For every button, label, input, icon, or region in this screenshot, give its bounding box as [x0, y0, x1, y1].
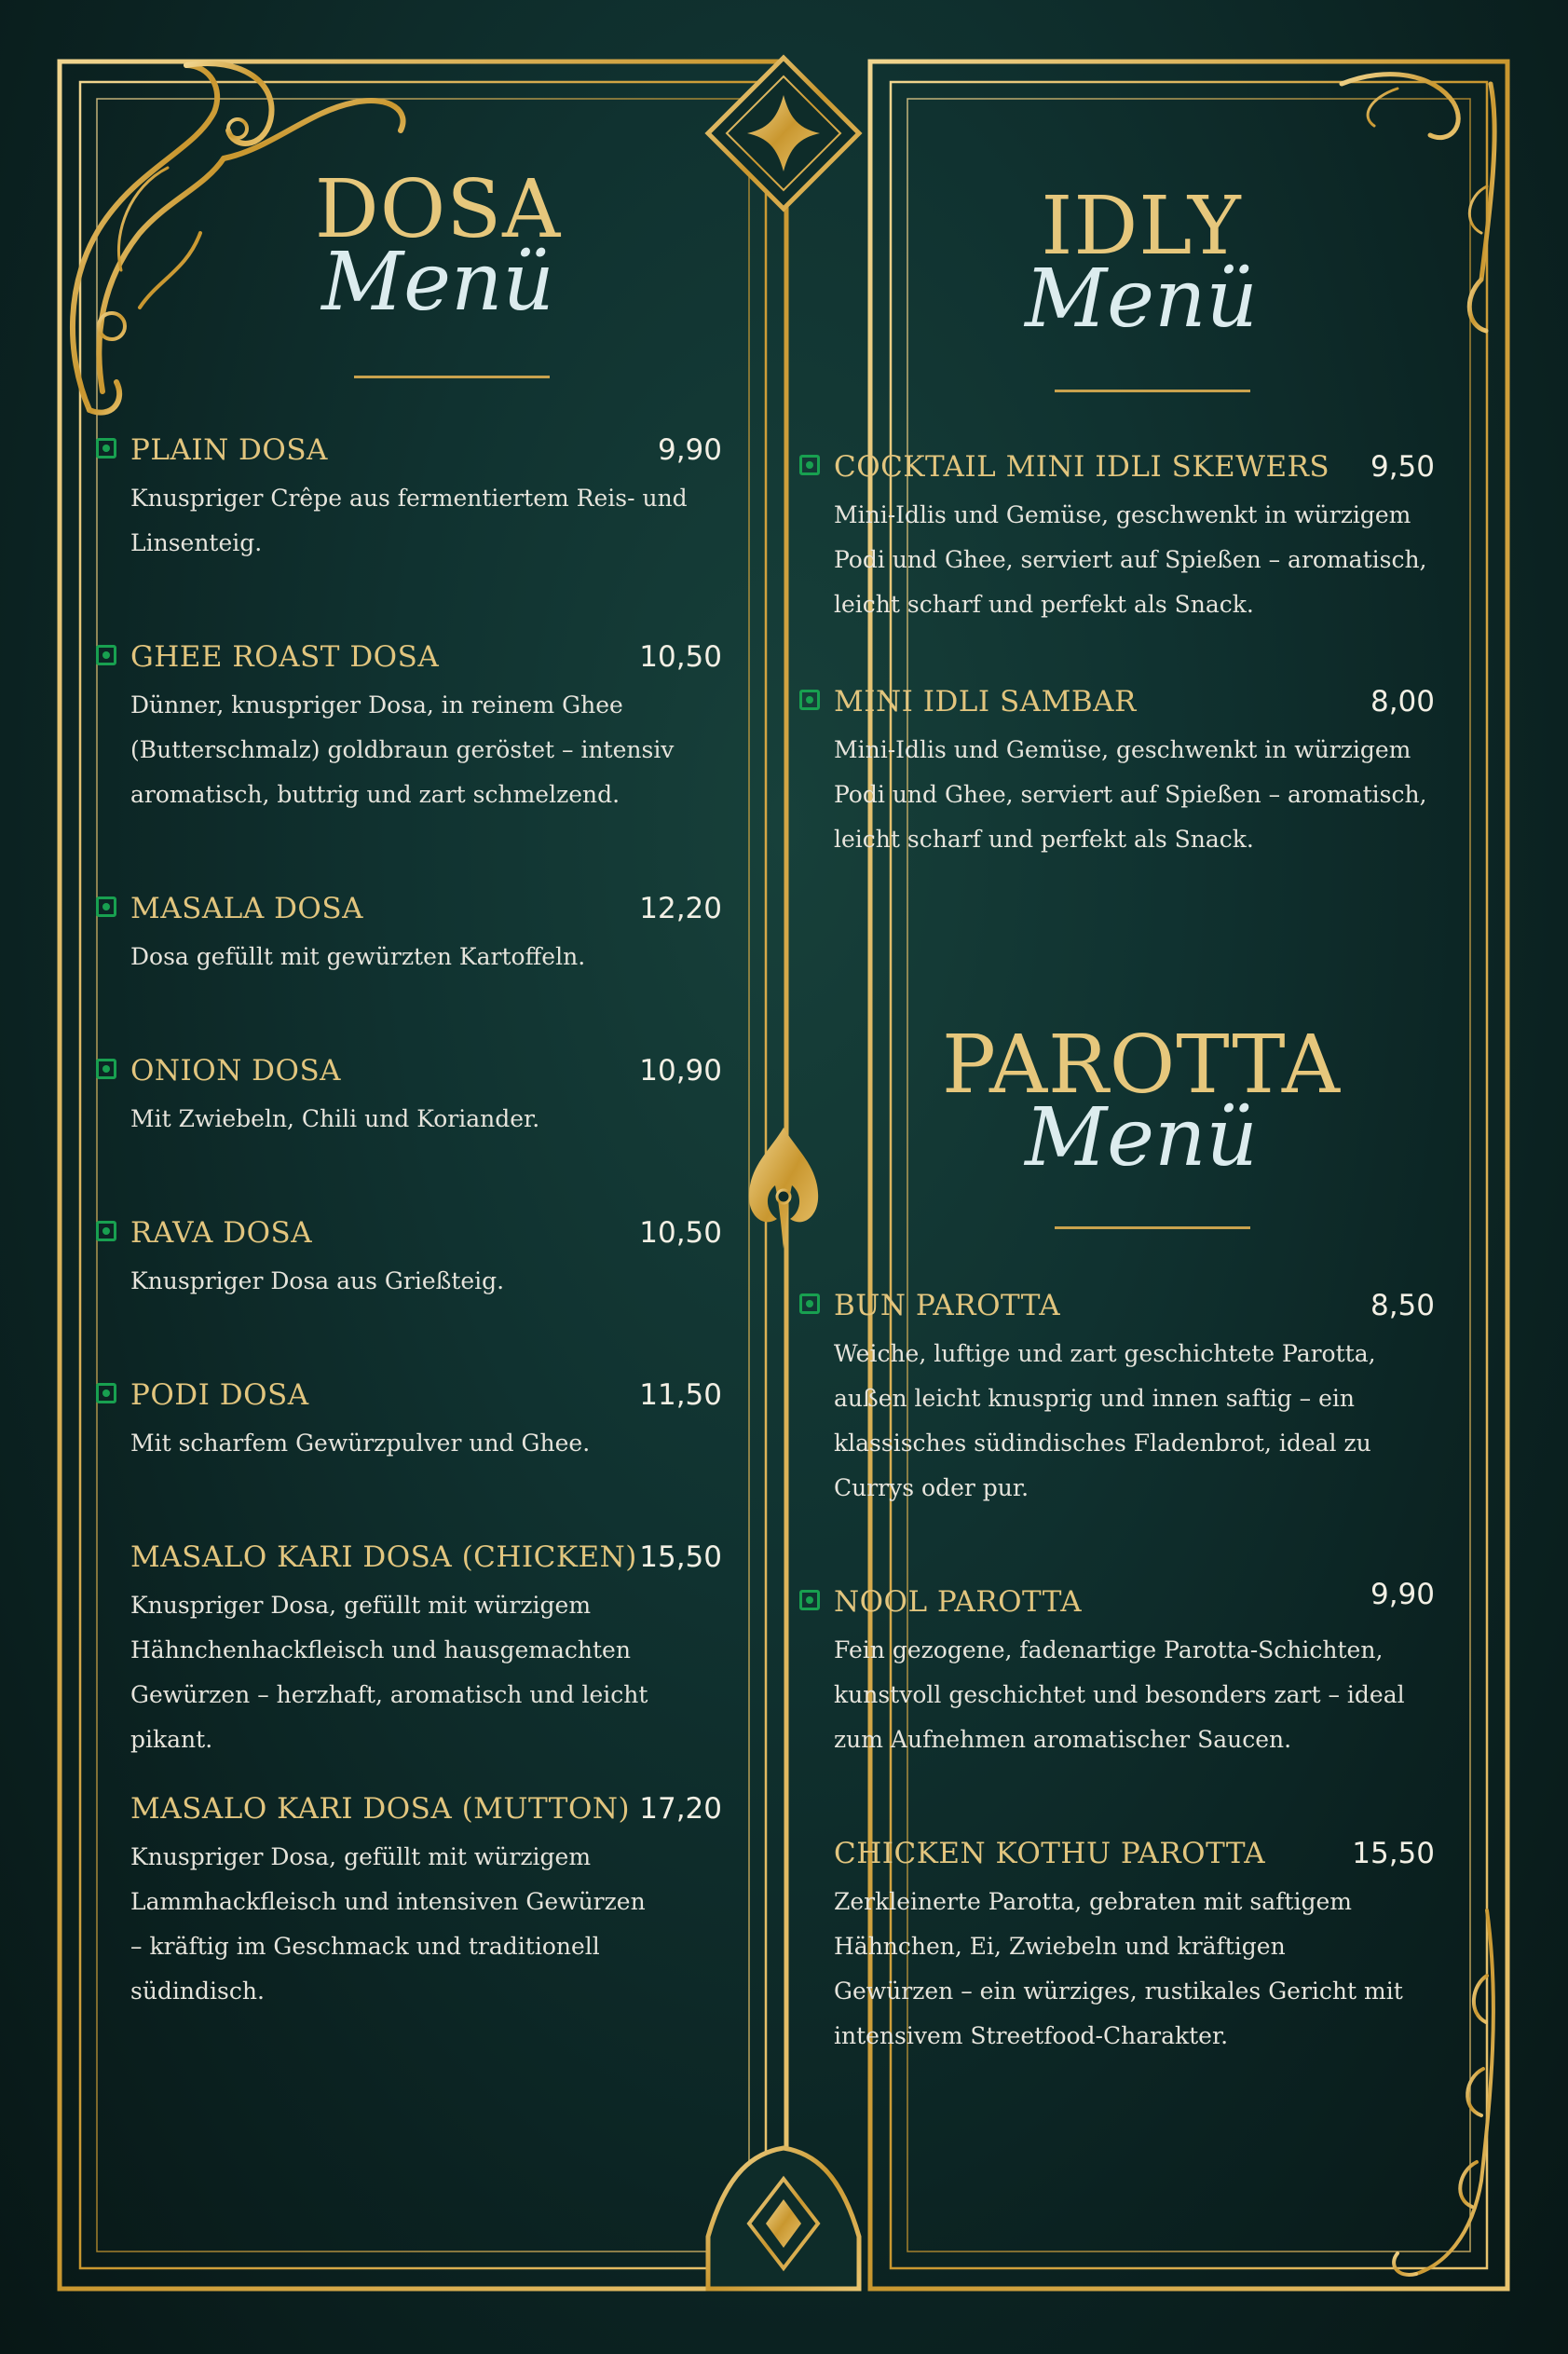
item-name: GHEE ROAST DOSA [130, 640, 440, 674]
item-price: 10,50 [639, 1216, 722, 1250]
item-description: Zerkleinerte Parotta, gebraten mit saftigem Hähnchen, Ei, Zwiebeln und kräftigen Gewürzen – ein würziges, rustikales Gericht mit intensivem Streetfood-Charakter. [834, 1888, 1403, 2049]
veg-symbol-icon [799, 1590, 820, 1610]
diamond-ornament-icon [708, 2148, 859, 2289]
item-name: MASALO KARI DOSA (CHICKEN) [130, 1540, 637, 1574]
item-price: 11,50 [639, 1378, 722, 1412]
item-name: PODI DOSA [130, 1378, 309, 1412]
item-name: ONION DOSA [130, 1054, 342, 1088]
item-name: PLAIN DOSA [130, 433, 328, 467]
veg-symbol-icon [96, 645, 116, 665]
item-name: MASALO KARI DOSA (MUTTON) [130, 1792, 631, 1826]
item-name: MASALA DOSA [130, 892, 363, 925]
veg-symbol-icon [96, 1383, 116, 1403]
veg-symbol-icon [799, 455, 820, 475]
idly-section-title [834, 180, 1449, 346]
item-price: 15,50 [1352, 1837, 1435, 1870]
item-price: 9,90 [1370, 1578, 1435, 1611]
dosa-title-rule [354, 376, 550, 378]
item-price: 10,90 [639, 1054, 722, 1088]
item-name: CHICKEN KOTHU PAROTTA [834, 1837, 1266, 1870]
dosa-subtitle: Menü [321, 236, 554, 329]
menu-item-bun-parotta [834, 1285, 1449, 1511]
menu-item-masalo-kari-dosa-chicken [130, 1537, 745, 1762]
veg-symbol-icon [799, 1293, 820, 1314]
item-description: Mit scharfem Gewürzpulver und Ghee. [130, 1430, 591, 1457]
item-price: 9,90 [657, 433, 722, 467]
item-description: Mit Zwiebeln, Chili und Koriander. [130, 1105, 540, 1132]
idly-subtitle: Menü [1025, 253, 1258, 346]
item-price: 10,50 [639, 640, 722, 674]
parotta-subtitle: Menü [1025, 1091, 1258, 1184]
item-name: COCKTAIL MINI IDLI SKEWERS [834, 450, 1330, 484]
item-price: 17,20 [639, 1792, 722, 1826]
menu-item-rava-dosa [130, 1212, 745, 1304]
item-name: RAVA DOSA [130, 1216, 313, 1250]
item-price: 9,50 [1370, 450, 1435, 484]
menu-item-nool-parotta [834, 1578, 1449, 1762]
parotta-title: PAROTTA [941, 1019, 1342, 1112]
veg-symbol-icon [96, 1221, 116, 1241]
parotta-section-title [834, 1019, 1449, 1184]
item-description: Knuspriger Dosa, gefüllt mit würzigem Hähnchenhackfleisch und hausgemachten Gewürzen – herzhaft, aromatisch und leicht pikant. [130, 1592, 648, 1753]
item-price: 12,20 [639, 892, 722, 925]
item-name: MINI IDLI SAMBAR [834, 685, 1137, 719]
item-description: Mini-Idlis und Gemüse, geschwenkt in würzigem Podi und Ghee, serviert auf Spießen – aromatisch, leicht scharf und perfekt als Snack. [834, 736, 1427, 853]
menu-item-cocktail-mini-idli-skewers [834, 446, 1449, 627]
veg-symbol-icon [96, 896, 116, 917]
menu-item-masalo-kari-dosa-mutton [130, 1788, 745, 2014]
parotta-title-rule [1055, 1226, 1250, 1229]
menu-item-onion-dosa [130, 1050, 745, 1142]
item-description: Knuspriger Dosa aus Grießteig. [130, 1267, 505, 1294]
menu-item-chicken-kothu-parotta [834, 1833, 1449, 2059]
item-description: Dünner, knuspriger Dosa, in reinem Ghee (Butterschmalz) goldbraun geröstet – intensiv aromatisch, buttrig und zart schmelzend. [130, 691, 675, 808]
item-name: NOOL PAROTTA [834, 1585, 1083, 1619]
menu-item-mini-idli-sambar [834, 681, 1449, 862]
idly-title: IDLY [1041, 180, 1242, 273]
item-price: 8,00 [1370, 685, 1435, 719]
item-description: Dosa gefüllt mit gewürzten Kartoffeln. [130, 943, 586, 970]
veg-symbol-icon [799, 690, 820, 710]
item-description: Fein gezogene, fadenartige Parotta-Schichten, kunstvoll geschichtet und besonders zart – ideal zum Aufnehmen aromatischer Saucen. [834, 1636, 1405, 1753]
item-description: Knuspriger Crêpe aus fermentiertem Reis- und Linsenteig. [130, 485, 688, 556]
dosa-section-title [130, 163, 745, 329]
veg-symbol-icon [96, 1059, 116, 1079]
menu-item-ghee-roast-dosa [130, 636, 745, 817]
item-price: 8,50 [1370, 1289, 1435, 1322]
item-name: BUN PAROTTA [834, 1289, 1061, 1322]
menu-item-plain-dosa [130, 430, 745, 566]
veg-symbol-icon [96, 438, 116, 458]
menu-item-masala-dosa [130, 888, 745, 979]
idly-title-rule [1055, 390, 1250, 392]
item-price: 15,50 [639, 1540, 722, 1574]
item-description: Mini-Idlis und Gemüse, geschwenkt in würzigem Podi und Ghee, serviert auf Spießen – aromatisch, leicht scharf und perfekt als Snack. [834, 501, 1427, 618]
fleur-ornament-icon [749, 1128, 818, 1249]
menu-item-podi-dosa [130, 1375, 745, 1466]
dosa-title: DOSA [314, 163, 562, 256]
item-description: Knuspriger Dosa, gefüllt mit würzigem Lammhackfleisch und intensiven Gewürzen – kräftig im Geschmack und traditionell südindisch. [130, 1843, 646, 2005]
item-description: Weiche, luftige und zart geschichtete Parotta, außen leicht knusprig und innen saftig – ein klassisches südindisches Fladenbrot, ideal zu Currys oder pur. [834, 1340, 1376, 1501]
